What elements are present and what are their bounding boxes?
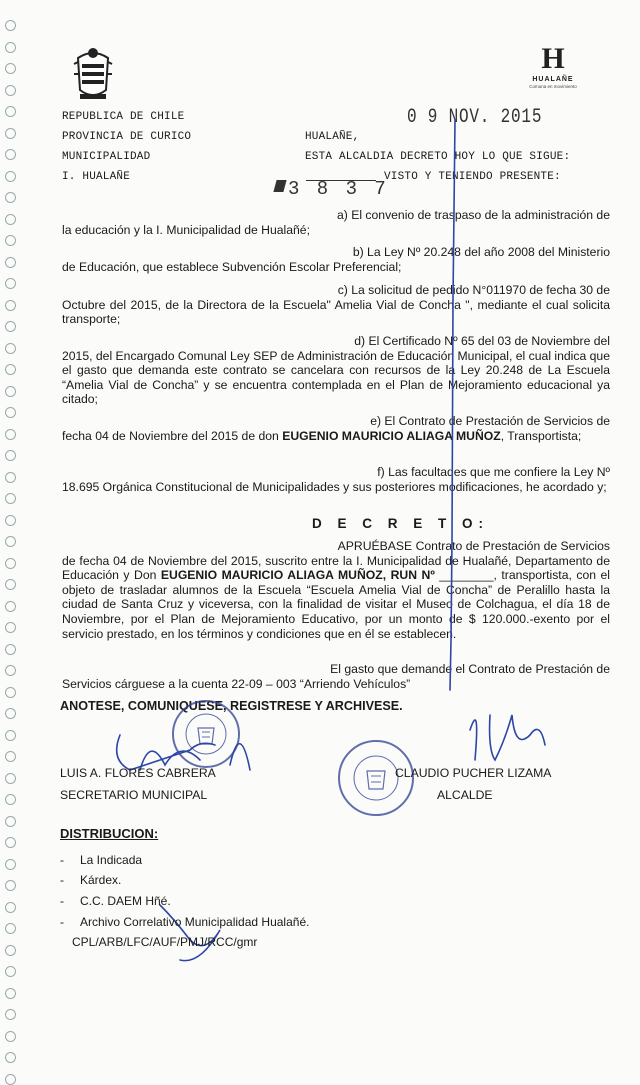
distribution-item-text: Kárdex. [80, 873, 122, 887]
logo-name: HUALAÑE [532, 76, 574, 83]
header-line-municipality: MUNICIPALIDAD [62, 151, 151, 163]
consideration-d-lead: d) El Certificado Nº 65 del 03 de Noviembre del [354, 334, 610, 348]
consideration-b-lead: b) La Ley Nº 20.248 del año 2008 del Ministerio [352, 245, 610, 259]
consideration-f-lead: f) Las facultades que me confiere la Ley Nº [377, 465, 610, 479]
consideration-a-lead: a) El convenio de traspaso de la administración de [336, 208, 610, 222]
resolution-text: de fecha 04 de Noviembre del 2015, suscrito entre la I. Municipalidad de Hualañé, Departamento de Educación y Don [62, 553, 610, 583]
date-stamp: 0 9 NOV. 2015 [407, 106, 543, 129]
distribution-item: - C.C. DAEM Hñé. [60, 894, 171, 908]
secretary-title: SECRETARIO MUNICIPAL [60, 788, 208, 802]
secretary-name: LUIS A. FLORES CABRERA [60, 766, 216, 780]
consideration-e-lead: e) El Contrato de Prestación de Servicios de [370, 414, 610, 428]
header-line-republic: REPUBLICA DE CHILE [62, 111, 185, 123]
distribution-item-text: Archivo Correlativo Municipalidad Hualañé. [80, 915, 310, 929]
resolution-lead: APRUÉBASE Contrato de Prestación de Servicios [337, 539, 610, 553]
header-line-province: PROVINCIA DE CURICO [62, 131, 192, 143]
consideration-e-text: fecha 04 de Noviembre del 2015 de don [62, 428, 283, 443]
resolution-contractor: EUGENIO MAURICIO ALIAGA MUÑOZ, RUN Nº [160, 568, 435, 583]
distribution-item-text: C.C. DAEM Hñé. [80, 894, 171, 908]
distribution-title: DISTRIBUCION: [60, 826, 159, 841]
consideration-d-rest: 2015, del Encargado Comunal Ley SEP de Administración de Educación Municipal, el cual indica que el gasto que demanda este contrato se cancelara con recursos de la Ley 20.248 de La Escuela “Amelia Vial de Concha” y se encuentra contemplada en el Plan de Mejoramiento educacional ya citado; [62, 348, 610, 407]
header-city: HUALAÑE, [305, 131, 360, 143]
mayor-name: CLAUDIO PUCHER LIZAMA [395, 766, 552, 780]
decreto-heading: D E C R E T O: [312, 516, 490, 531]
consideration-e-suffix: , Transportista; [500, 428, 582, 443]
consideration-c-rest: Octubre del 2015, de la Directora de la Escuela" Amelia Vial de Concha ", mediante el cual solicita transporte; [62, 297, 610, 327]
hualane-mark-icon: H [541, 42, 565, 75]
closing-formula: ANOTESE, COMUNIQUESE, REGISTRESE Y ARCHIVESE. [60, 699, 403, 713]
header-line-hualane: I. HUALAÑE [62, 171, 131, 183]
distribution-item: - Archivo Correlativo Municipalidad Hualañé. [60, 915, 310, 929]
mayor-title: ALCALDE [437, 788, 493, 802]
decree-number-stamp: 3 8 3 7 [288, 178, 389, 200]
consideration-a-rest: la educación y la I. Municipalidad de Hualañé; [62, 222, 310, 237]
header-decree-line: ESTA ALCALDIA DECRETO HOY LO QUE SIGUE: [305, 151, 571, 163]
consideration-b-rest: de Educación, que establece Subvención Escolar Preferencial; [62, 259, 402, 274]
consideration-f-rest: 18.695 Orgánica Constitucional de Municipalidades y sus posteriores modificaciones, he acordado y; [62, 479, 607, 494]
header-visto-line: VISTO Y TENIENDO PRESENTE: [384, 171, 561, 183]
distribution-item-text: La Indicada [80, 853, 143, 867]
drafting-initials: CPL/ARB/LFC/AUF/PMJ/RCC/gmr [72, 935, 258, 949]
expense-account: Servicios cárguese a la cuenta 22-09 – 003 “Arriendo Vehículos” [62, 676, 411, 691]
distribution-item: - La Indicada [60, 853, 143, 867]
distribution-item: - Kárdex. [60, 873, 122, 887]
resolution-details: ________, transportista, con el objeto de trasladar alumnos de la Escuela “Escuela Amelia Vial de Concha” de Peralillo hasta la ciudad de Santa Cruz y viceversa, con la finalidad de visitar el Museo de Colchagua, el día 18 de Noviembre, por el Plan de Mejoramiento Educativo, por un monto de $ 120.000.-exento por el servicio prestado, en los términos y condiciones que en él se establecen. [62, 568, 611, 641]
consideration-c-lead: c) La solicitud de pedido N°011970 de fecha 30 de [337, 283, 610, 297]
expense-lead: El gasto que demande el Contrato de Prestación de [330, 662, 610, 676]
contractor-name: EUGENIO MAURICIO ALIAGA MUÑOZ [282, 428, 501, 443]
logo-tagline: Comuna en movimiento [529, 84, 577, 89]
